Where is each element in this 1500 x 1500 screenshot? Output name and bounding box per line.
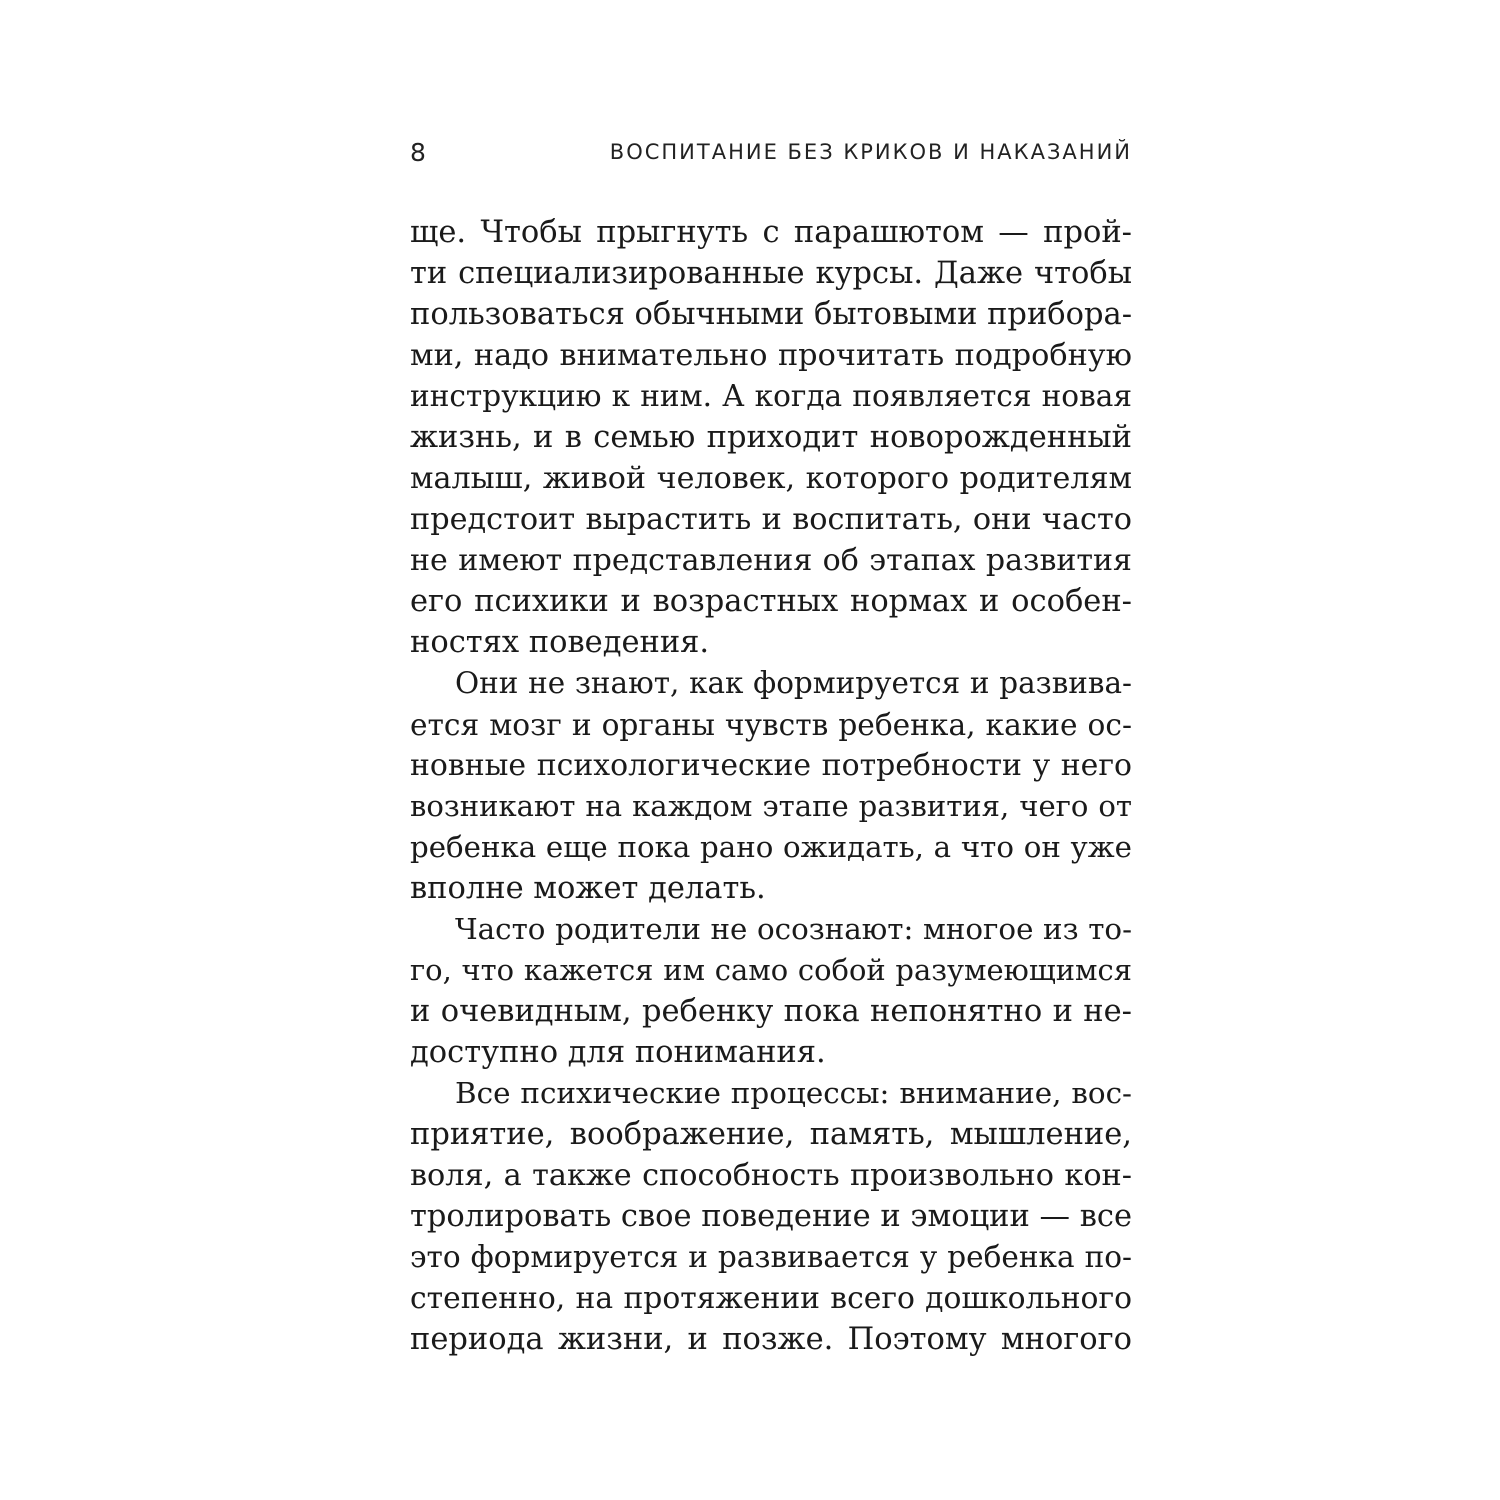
running-head bbox=[410, 138, 1132, 172]
text-line: ти специализированные курсы. Даже чтобы bbox=[410, 256, 1132, 291]
text-line: малыш, живой человек, которого родителям bbox=[410, 461, 1132, 496]
text-line: ностях поведения. bbox=[410, 625, 710, 660]
running-title: ВОСПИТАНИЕ БЕЗ КРИКОВ И НАКАЗАНИЙ bbox=[609, 140, 1132, 164]
text-line: тролировать свое поведение и эмоции — все bbox=[410, 1199, 1133, 1234]
text-line: новные психологические потребности у него bbox=[410, 748, 1132, 783]
text-line: Часто родители не осознают: многое из то- bbox=[455, 912, 1132, 946]
text-line: Они не знают, как формируется и развива- bbox=[455, 666, 1132, 700]
book-page bbox=[410, 0, 1132, 1500]
page-number: 8 bbox=[410, 138, 426, 167]
text-line: не имеют представления об этапах развития bbox=[410, 543, 1132, 578]
text-line: ребенка еще пока рано ожидать, а что он уже bbox=[410, 830, 1132, 864]
text-line: возникают на каждом этапе развития, чего от bbox=[410, 789, 1132, 823]
text-line: и очевидным, ребенку пока непонятно и не- bbox=[410, 994, 1132, 1029]
text-line: жизнь, и в семью приходит новорожденный bbox=[410, 420, 1132, 455]
text-line: это формируется и развивается у ребенка по- bbox=[410, 1240, 1132, 1274]
text-line: го, что кажется им само собой разумеющимся bbox=[410, 953, 1132, 987]
text-line: пользоваться обычными бытовыми прибора- bbox=[410, 297, 1133, 332]
text-line: Все психические процессы: внимание, вос- bbox=[455, 1076, 1132, 1110]
text-line: его психики и возрастных нормах и особен- bbox=[410, 584, 1132, 619]
text-line: степенно, на протяжении всего дошкольного bbox=[410, 1281, 1132, 1316]
text-line: вполне может делать. bbox=[410, 871, 766, 906]
text-line: предстоит вырастить и воспитать, они часто bbox=[410, 502, 1132, 537]
text-line: инструкцию к ним. А когда появляется новая bbox=[410, 379, 1132, 413]
text-line: доступно для понимания. bbox=[410, 1035, 826, 1070]
text-line: ется мозг и органы чувств ребенка, какие ос- bbox=[410, 707, 1132, 742]
text-line: ми, надо внимательно прочитать подробную bbox=[410, 338, 1132, 373]
text-line: приятие, воображение, память, мышление, bbox=[410, 1117, 1132, 1152]
text-line: периода жизни, и позже. Поэтому многого bbox=[410, 1322, 1132, 1357]
text-line: воля, а также способность произвольно кон- bbox=[410, 1158, 1132, 1193]
body-text bbox=[410, 212, 1132, 1360]
text-line: ще. Чтобы прыгнуть с парашютом — прой- bbox=[410, 215, 1132, 250]
